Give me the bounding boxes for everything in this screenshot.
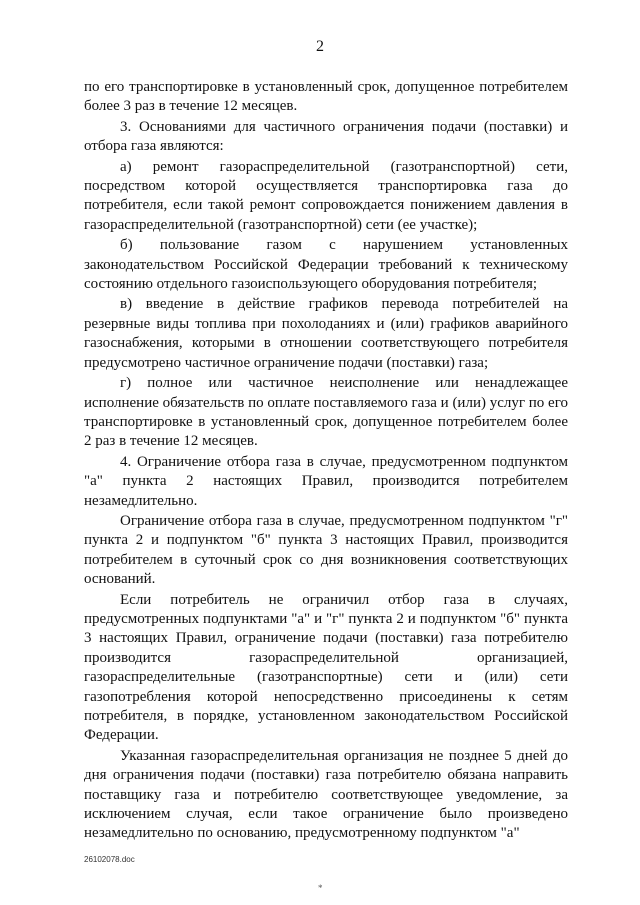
- paragraph: в) введение в действие графиков перевода потребителей на резервные виды топлива при похолоданиях и (или) графиков аварийного газоснабжения, которыми в отношении соответствующего потребителя предусмотрено частичное ограничение подачи (поставки) газа;: [84, 296, 568, 371]
- paragraph: Указанная газораспределительная организация не позднее 5 дней до дня ограничения подачи (поставки) газа потребителю обязана направить поставщику газа и потребителю соответствующее уведомление, за исключением случая, если такое ограничение было произведено незамедлительно по основанию, предусмотренному подпунктом "а": [84, 747, 568, 842]
- page-number: 2: [316, 38, 324, 55]
- paragraph: 3. Основаниями для частичного ограничения подачи (поставки) и отбора газа являются:: [84, 118, 568, 155]
- footer-mark: *: [318, 883, 323, 893]
- paragraph: а) ремонт газораспределительной (газотранспортной) сети, посредством которой осуществляется транспортировка газа до потребителя, если такой ремонт сопровождается понижением давления в газораспределительной (газотранспортной) сети (ее участке);: [84, 158, 568, 233]
- paragraph: 4. Ограничение отбора газа в случае, предусмотренном подпунктом "а" пункта 2 настоящих Правил, производится потребителем незамедлительно.: [84, 453, 568, 509]
- paragraph: по его транспортировке в установленный срок, допущенное потребителем более 3 раз в течение 12 месяцев.: [84, 79, 568, 115]
- paragraph: Если потребитель не ограничил отбор газа в случаях, предусмотренных подпунктами "а" и "г" пункта 2 и подпунктом "б" пункта 3 настоящих Правил, ограничение подачи (поставки) газа потребителю производится газораспределительной организацией, газораспределительные (газотранспортные) сети и (или) сети газопотребления которой непосредственно присоединены к сетям потребителя, в порядке, установленном законодательством Российской Федерации.: [84, 591, 568, 744]
- document-body: [84, 78, 568, 845]
- paragraph: б) пользование газом с нарушением установленных законодательством Российской Федерации требований к техническому состоянию отдельного газоиспользующего оборудования потребителя;: [84, 237, 568, 293]
- paragraph: г) полное или частичное неисполнение или ненадлежащее исполнение обязательств по оплате поставляемого газа и (или) услуг по его транспортировке в установленный срок, допущенное потребителем более 2 раз в течение 12 месяцев.: [84, 375, 568, 450]
- paragraph: Ограничение отбора газа в случае, предусмотренном подпунктом "г" пункта 2 и подпунктом "б" пункта 3 настоящих Правил, производится потребителем в суточный срок со дня возникновения соответствующих оснований.: [84, 512, 568, 588]
- footer-filename: 26102078.doc: [84, 855, 135, 864]
